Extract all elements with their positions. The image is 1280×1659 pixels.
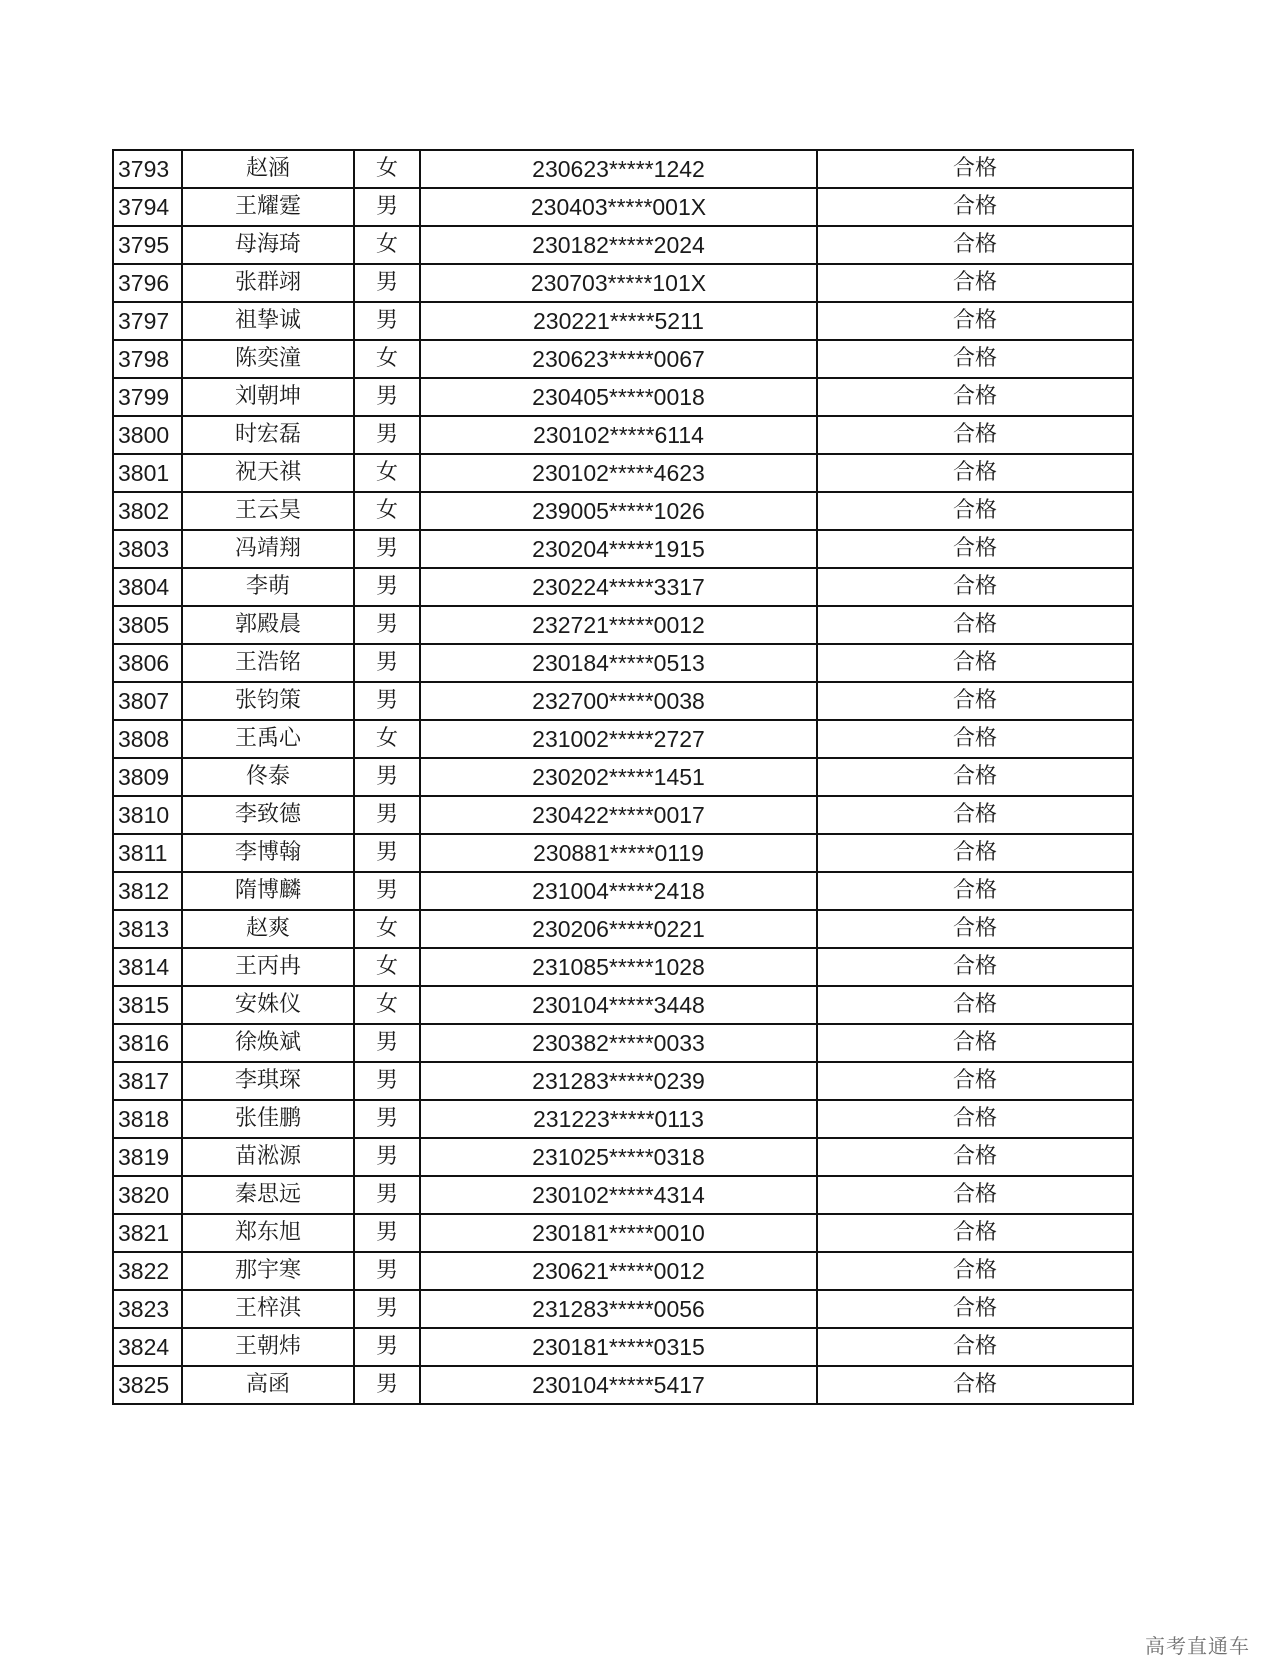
cell-name: 佟泰 bbox=[182, 758, 354, 796]
cell-name: 冯靖翔 bbox=[182, 530, 354, 568]
cell-number: 3798 bbox=[113, 340, 182, 378]
cell-number: 3808 bbox=[113, 720, 182, 758]
table-row bbox=[113, 1366, 1133, 1404]
cell-number: 3822 bbox=[113, 1252, 182, 1290]
cell-number: 3795 bbox=[113, 226, 182, 264]
cell-id-number: 231223*****0113 bbox=[420, 1100, 817, 1138]
cell-result: 合格 bbox=[817, 644, 1133, 682]
cell-result: 合格 bbox=[817, 492, 1133, 530]
cell-gender: 男 bbox=[354, 188, 420, 226]
table-row bbox=[113, 1290, 1133, 1328]
cell-gender: 男 bbox=[354, 682, 420, 720]
cell-id-number: 230221*****5211 bbox=[420, 302, 817, 340]
cell-name: 隋博麟 bbox=[182, 872, 354, 910]
cell-result: 合格 bbox=[817, 226, 1133, 264]
table-row bbox=[113, 264, 1133, 302]
cell-name: 刘朝坤 bbox=[182, 378, 354, 416]
cell-name: 王云昊 bbox=[182, 492, 354, 530]
table-row bbox=[113, 1138, 1133, 1176]
cell-id-number: 230403*****001X bbox=[420, 188, 817, 226]
cell-gender: 男 bbox=[354, 834, 420, 872]
cell-number: 3816 bbox=[113, 1024, 182, 1062]
table-row bbox=[113, 872, 1133, 910]
cell-gender: 男 bbox=[354, 606, 420, 644]
cell-id-number: 230881*****0119 bbox=[420, 834, 817, 872]
cell-result: 合格 bbox=[817, 530, 1133, 568]
table-row bbox=[113, 454, 1133, 492]
cell-number: 3812 bbox=[113, 872, 182, 910]
cell-number: 3797 bbox=[113, 302, 182, 340]
cell-gender: 女 bbox=[354, 340, 420, 378]
cell-name: 高函 bbox=[182, 1366, 354, 1404]
cell-id-number: 230181*****0010 bbox=[420, 1214, 817, 1252]
cell-number: 3817 bbox=[113, 1062, 182, 1100]
cell-id-number: 230184*****0513 bbox=[420, 644, 817, 682]
table-row bbox=[113, 720, 1133, 758]
cell-result: 合格 bbox=[817, 910, 1133, 948]
table-row bbox=[113, 226, 1133, 264]
cell-id-number: 230224*****3317 bbox=[420, 568, 817, 606]
cell-name: 李萌 bbox=[182, 568, 354, 606]
cell-number: 3802 bbox=[113, 492, 182, 530]
cell-gender: 男 bbox=[354, 1328, 420, 1366]
cell-result: 合格 bbox=[817, 1214, 1133, 1252]
cell-result: 合格 bbox=[817, 1062, 1133, 1100]
cell-id-number: 230405*****0018 bbox=[420, 378, 817, 416]
cell-result: 合格 bbox=[817, 1290, 1133, 1328]
cell-gender: 女 bbox=[354, 910, 420, 948]
cell-result: 合格 bbox=[817, 378, 1133, 416]
cell-name: 安姝仪 bbox=[182, 986, 354, 1024]
cell-name: 张群翊 bbox=[182, 264, 354, 302]
cell-number: 3814 bbox=[113, 948, 182, 986]
cell-number: 3794 bbox=[113, 188, 182, 226]
table-row bbox=[113, 1214, 1133, 1252]
cell-gender: 男 bbox=[354, 1138, 420, 1176]
cell-name: 祝天祺 bbox=[182, 454, 354, 492]
cell-gender: 女 bbox=[354, 986, 420, 1024]
cell-result: 合格 bbox=[817, 720, 1133, 758]
cell-id-number: 230182*****2024 bbox=[420, 226, 817, 264]
table-row bbox=[113, 530, 1133, 568]
cell-name: 李致德 bbox=[182, 796, 354, 834]
cell-number: 3818 bbox=[113, 1100, 182, 1138]
cell-gender: 男 bbox=[354, 1290, 420, 1328]
cell-name: 王浩铭 bbox=[182, 644, 354, 682]
table-body bbox=[113, 150, 1133, 1404]
cell-number: 3811 bbox=[113, 834, 182, 872]
cell-number: 3805 bbox=[113, 606, 182, 644]
cell-name: 秦思远 bbox=[182, 1176, 354, 1214]
table-row bbox=[113, 150, 1133, 188]
cell-number: 3807 bbox=[113, 682, 182, 720]
cell-id-number: 231002*****2727 bbox=[420, 720, 817, 758]
cell-result: 合格 bbox=[817, 682, 1133, 720]
cell-number: 3799 bbox=[113, 378, 182, 416]
table-row bbox=[113, 378, 1133, 416]
cell-number: 3820 bbox=[113, 1176, 182, 1214]
cell-result: 合格 bbox=[817, 872, 1133, 910]
cell-result: 合格 bbox=[817, 986, 1133, 1024]
table-row bbox=[113, 644, 1133, 682]
cell-name: 王丙冉 bbox=[182, 948, 354, 986]
results-table bbox=[112, 149, 1134, 1405]
cell-result: 合格 bbox=[817, 1328, 1133, 1366]
cell-gender: 男 bbox=[354, 1366, 420, 1404]
cell-result: 合格 bbox=[817, 264, 1133, 302]
cell-id-number: 230102*****4314 bbox=[420, 1176, 817, 1214]
cell-name: 王朝炜 bbox=[182, 1328, 354, 1366]
cell-name: 李琪琛 bbox=[182, 1062, 354, 1100]
cell-gender: 女 bbox=[354, 720, 420, 758]
table-row bbox=[113, 910, 1133, 948]
cell-gender: 女 bbox=[354, 948, 420, 986]
cell-id-number: 230104*****3448 bbox=[420, 986, 817, 1024]
cell-gender: 女 bbox=[354, 492, 420, 530]
cell-number: 3823 bbox=[113, 1290, 182, 1328]
cell-id-number: 230102*****4623 bbox=[420, 454, 817, 492]
cell-number: 3825 bbox=[113, 1366, 182, 1404]
cell-id-number: 230204*****1915 bbox=[420, 530, 817, 568]
table-row bbox=[113, 758, 1133, 796]
cell-name: 郭殿晨 bbox=[182, 606, 354, 644]
cell-id-number: 230104*****5417 bbox=[420, 1366, 817, 1404]
table-row bbox=[113, 568, 1133, 606]
cell-gender: 男 bbox=[354, 1176, 420, 1214]
table-row bbox=[113, 1100, 1133, 1138]
cell-id-number: 230382*****0033 bbox=[420, 1024, 817, 1062]
cell-name: 徐焕斌 bbox=[182, 1024, 354, 1062]
cell-result: 合格 bbox=[817, 1024, 1133, 1062]
cell-result: 合格 bbox=[817, 150, 1133, 188]
table-row bbox=[113, 948, 1133, 986]
table-row bbox=[113, 1328, 1133, 1366]
cell-name: 那宇寒 bbox=[182, 1252, 354, 1290]
cell-number: 3821 bbox=[113, 1214, 182, 1252]
cell-result: 合格 bbox=[817, 302, 1133, 340]
cell-gender: 男 bbox=[354, 530, 420, 568]
cell-number: 3803 bbox=[113, 530, 182, 568]
cell-name: 祖挚诚 bbox=[182, 302, 354, 340]
cell-name: 张钧策 bbox=[182, 682, 354, 720]
cell-result: 合格 bbox=[817, 416, 1133, 454]
table-row bbox=[113, 416, 1133, 454]
cell-id-number: 230703*****101X bbox=[420, 264, 817, 302]
cell-result: 合格 bbox=[817, 340, 1133, 378]
cell-id-number: 231085*****1028 bbox=[420, 948, 817, 986]
cell-result: 合格 bbox=[817, 1138, 1133, 1176]
cell-gender: 男 bbox=[354, 796, 420, 834]
cell-id-number: 231025*****0318 bbox=[420, 1138, 817, 1176]
table-row bbox=[113, 1252, 1133, 1290]
cell-result: 合格 bbox=[817, 188, 1133, 226]
cell-number: 3806 bbox=[113, 644, 182, 682]
cell-gender: 女 bbox=[354, 150, 420, 188]
cell-gender: 男 bbox=[354, 302, 420, 340]
table-row bbox=[113, 606, 1133, 644]
cell-id-number: 232700*****0038 bbox=[420, 682, 817, 720]
cell-name: 赵涵 bbox=[182, 150, 354, 188]
cell-number: 3800 bbox=[113, 416, 182, 454]
cell-gender: 男 bbox=[354, 378, 420, 416]
cell-name: 母海琦 bbox=[182, 226, 354, 264]
cell-id-number: 230621*****0012 bbox=[420, 1252, 817, 1290]
cell-number: 3796 bbox=[113, 264, 182, 302]
cell-id-number: 230623*****1242 bbox=[420, 150, 817, 188]
watermark-text: 高考直通车 bbox=[1145, 1634, 1250, 1658]
cell-name: 赵爽 bbox=[182, 910, 354, 948]
cell-gender: 男 bbox=[354, 1100, 420, 1138]
cell-result: 合格 bbox=[817, 1176, 1133, 1214]
cell-name: 张佳鹏 bbox=[182, 1100, 354, 1138]
table-row bbox=[113, 188, 1133, 226]
cell-gender: 男 bbox=[354, 264, 420, 302]
cell-gender: 女 bbox=[354, 454, 420, 492]
cell-id-number: 230202*****1451 bbox=[420, 758, 817, 796]
cell-gender: 女 bbox=[354, 226, 420, 264]
cell-gender: 男 bbox=[354, 416, 420, 454]
cell-number: 3804 bbox=[113, 568, 182, 606]
cell-name: 陈奕潼 bbox=[182, 340, 354, 378]
cell-result: 合格 bbox=[817, 1100, 1133, 1138]
cell-id-number: 231004*****2418 bbox=[420, 872, 817, 910]
cell-gender: 男 bbox=[354, 1252, 420, 1290]
cell-id-number: 230181*****0315 bbox=[420, 1328, 817, 1366]
cell-name: 郑东旭 bbox=[182, 1214, 354, 1252]
cell-gender: 男 bbox=[354, 644, 420, 682]
table-row bbox=[113, 492, 1133, 530]
table-row bbox=[113, 796, 1133, 834]
table-row bbox=[113, 682, 1133, 720]
cell-result: 合格 bbox=[817, 796, 1133, 834]
cell-name: 时宏磊 bbox=[182, 416, 354, 454]
cell-gender: 男 bbox=[354, 758, 420, 796]
cell-id-number: 231283*****0056 bbox=[420, 1290, 817, 1328]
cell-id-number: 231283*****0239 bbox=[420, 1062, 817, 1100]
cell-number: 3801 bbox=[113, 454, 182, 492]
cell-number: 3793 bbox=[113, 150, 182, 188]
cell-id-number: 230422*****0017 bbox=[420, 796, 817, 834]
table-row bbox=[113, 1062, 1133, 1100]
cell-name: 李博翰 bbox=[182, 834, 354, 872]
cell-result: 合格 bbox=[817, 948, 1133, 986]
cell-result: 合格 bbox=[817, 568, 1133, 606]
table-row bbox=[113, 986, 1133, 1024]
cell-result: 合格 bbox=[817, 606, 1133, 644]
cell-number: 3819 bbox=[113, 1138, 182, 1176]
cell-gender: 男 bbox=[354, 568, 420, 606]
cell-id-number: 230623*****0067 bbox=[420, 340, 817, 378]
cell-result: 合格 bbox=[817, 834, 1133, 872]
table-row bbox=[113, 834, 1133, 872]
cell-number: 3815 bbox=[113, 986, 182, 1024]
cell-gender: 男 bbox=[354, 872, 420, 910]
cell-gender: 男 bbox=[354, 1062, 420, 1100]
cell-gender: 男 bbox=[354, 1214, 420, 1252]
table-row bbox=[113, 1024, 1133, 1062]
cell-name: 苗淞源 bbox=[182, 1138, 354, 1176]
table-row bbox=[113, 340, 1133, 378]
cell-number: 3810 bbox=[113, 796, 182, 834]
cell-number: 3809 bbox=[113, 758, 182, 796]
cell-gender: 男 bbox=[354, 1024, 420, 1062]
cell-id-number: 230206*****0221 bbox=[420, 910, 817, 948]
cell-id-number: 232721*****0012 bbox=[420, 606, 817, 644]
cell-name: 王禹心 bbox=[182, 720, 354, 758]
cell-result: 合格 bbox=[817, 1366, 1133, 1404]
cell-id-number: 239005*****1026 bbox=[420, 492, 817, 530]
cell-result: 合格 bbox=[817, 1252, 1133, 1290]
cell-name: 王耀霆 bbox=[182, 188, 354, 226]
cell-number: 3824 bbox=[113, 1328, 182, 1366]
cell-number: 3813 bbox=[113, 910, 182, 948]
cell-result: 合格 bbox=[817, 758, 1133, 796]
table-row bbox=[113, 302, 1133, 340]
cell-result: 合格 bbox=[817, 454, 1133, 492]
table-row bbox=[113, 1176, 1133, 1214]
cell-id-number: 230102*****6114 bbox=[420, 416, 817, 454]
cell-name: 王梓淇 bbox=[182, 1290, 354, 1328]
